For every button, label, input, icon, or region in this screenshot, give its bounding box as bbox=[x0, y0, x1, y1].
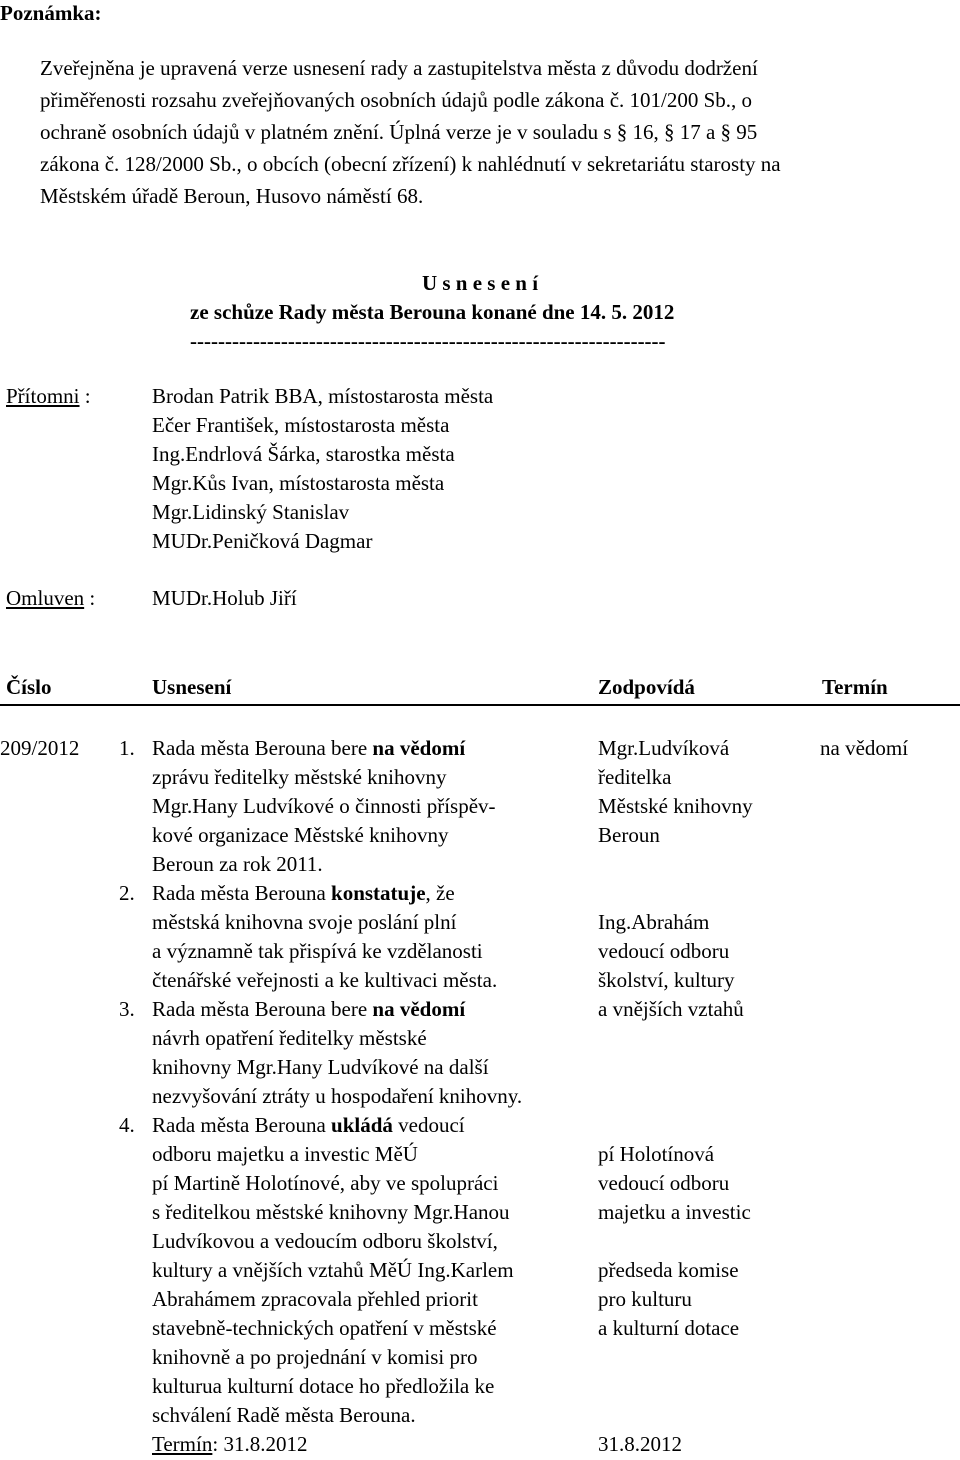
present-member: Ečer František, místostarosta města bbox=[152, 413, 450, 437]
excused-colon: : bbox=[84, 586, 96, 610]
point-line: městská knihovna svoje poslání plní bbox=[152, 910, 457, 934]
responsible-line: vedoucí odboru bbox=[598, 1171, 730, 1195]
responsible-line: předseda komise bbox=[598, 1258, 739, 1282]
text-span: Rada města Berouna bere bbox=[152, 736, 373, 760]
responsible-line: ředitelka bbox=[598, 765, 672, 789]
point-line: kultury a vnějších vztahů MěÚ Ing.Karlem bbox=[152, 1258, 514, 1282]
bold-span: na vědomí bbox=[372, 997, 466, 1021]
point-2-line-1 bbox=[152, 883, 455, 904]
point-number: 3. bbox=[119, 997, 135, 1021]
point-line: čtenářské veřejnosti a ke kultivaci města. bbox=[152, 968, 498, 992]
header-usneseni: Usnesení bbox=[152, 675, 232, 699]
point-line: odboru majetku a investic MěÚ bbox=[152, 1142, 418, 1166]
point-line: schválení Radě města Berouna. bbox=[152, 1403, 416, 1427]
responsible-line: Beroun bbox=[598, 823, 660, 847]
present-member: Mgr.Kůs Ivan, místostarosta města bbox=[152, 471, 445, 495]
point-line: knihovně a po projednání v komisi pro bbox=[152, 1345, 478, 1369]
header-rule bbox=[0, 704, 960, 706]
present-member: Ing.Endrlová Šárka, starostka města bbox=[152, 442, 455, 466]
present-colon: : bbox=[79, 384, 91, 408]
bold-span: ukládá bbox=[331, 1113, 393, 1137]
excused-label: Omluven bbox=[6, 586, 85, 610]
excused-label-row bbox=[6, 588, 95, 609]
point-line: knihovny Mgr.Hany Ludvíkové na další bbox=[152, 1055, 489, 1079]
resolution-title: U s n e s e n í bbox=[421, 271, 539, 295]
excused-member: MUDr.Holub Jiří bbox=[152, 586, 297, 610]
text-span: Rada města Berouna bbox=[152, 1113, 332, 1137]
point-line: návrh opatření ředitelky městské bbox=[152, 1026, 427, 1050]
deadline-label: Termín bbox=[152, 1432, 213, 1456]
point-line: Beroun za rok 2011. bbox=[152, 852, 323, 876]
note-heading: Poznámka: bbox=[0, 1, 102, 25]
responsible-line: pí Holotínová bbox=[598, 1142, 715, 1166]
responsible-line: pro kulturu bbox=[598, 1287, 692, 1311]
point-3-line-1 bbox=[152, 999, 465, 1020]
note-line-1: Zveřejněna je upravená verze usnesení rady a zastupitelstva města z důvodu dodržení bbox=[40, 56, 758, 80]
point-line: Mgr.Hany Ludvíkové o činnosti příspěv- bbox=[152, 794, 496, 818]
present-member: MUDr.Peničková Dagmar bbox=[152, 529, 373, 553]
present-label-row bbox=[6, 386, 91, 407]
responsible-line: Ing.Abrahám bbox=[598, 910, 710, 934]
point-number: 1. bbox=[119, 736, 135, 760]
point-1-line-1 bbox=[152, 738, 465, 759]
responsible-line: Mgr.Ludvíková bbox=[598, 736, 730, 760]
responsible-date: 31.8.2012 bbox=[598, 1432, 682, 1456]
point-line: Abrahámem zpracovala přehled priorit bbox=[152, 1287, 478, 1311]
bold-span: na vědomí bbox=[372, 736, 466, 760]
resolution-separator: -------------------------------------------------------------------- bbox=[190, 329, 666, 353]
point-number: 2. bbox=[119, 881, 135, 905]
bold-span: konstatuje bbox=[331, 881, 426, 905]
present-label: Přítomni bbox=[6, 384, 80, 408]
header-cislo: Číslo bbox=[6, 675, 52, 699]
responsible-line: Městské knihovny bbox=[598, 794, 753, 818]
point-line: Ludvíkovou a vedoucím odboru školství, bbox=[152, 1229, 498, 1253]
text-span: Rada města Berouna bbox=[152, 881, 332, 905]
responsible-line: vedoucí odboru bbox=[598, 939, 730, 963]
text-span: vedoucí bbox=[392, 1113, 465, 1137]
point-number: 4. bbox=[119, 1113, 135, 1137]
point-4-deadline bbox=[152, 1434, 307, 1455]
present-member: Brodan Patrik BBA, místostarosta města bbox=[152, 384, 494, 408]
present-member: Mgr.Lidinský Stanislav bbox=[152, 500, 350, 524]
deadline-value: : 31.8.2012 bbox=[212, 1432, 308, 1456]
note-line-3: ochraně osobních údajů v platném znění. Úplná verze je v souladu s § 16, § 17 a § 95 bbox=[40, 120, 758, 144]
responsible-line: majetku a investic bbox=[598, 1200, 751, 1224]
resolution-subtitle: ze schůze Rady města Berouna konané dne 14. 5. 2012 bbox=[190, 300, 675, 324]
point-4-line-1 bbox=[152, 1115, 465, 1136]
item-term: na vědomí bbox=[820, 736, 909, 760]
point-line: zprávu ředitelky městské knihovny bbox=[152, 765, 447, 789]
note-line-4: zákona č. 128/2000 Sb., o obcích (obecní zřízení) k nahlédnutí v sekretariátu starosty na bbox=[40, 152, 781, 176]
text-span: Rada města Berouna bere bbox=[152, 997, 373, 1021]
point-line: kulturua kulturní dotace ho předložila ke bbox=[152, 1374, 495, 1398]
point-line: a významně tak přispívá ke vzdělanosti bbox=[152, 939, 483, 963]
responsible-line: a vnějších vztahů bbox=[598, 997, 744, 1021]
point-line: pí Martině Holotínové, aby ve spolupráci bbox=[152, 1171, 499, 1195]
item-number: 209/2012 bbox=[0, 736, 80, 760]
note-line-2: přiměřenosti rozsahu zveřejňovaných osobních údajů podle zákona č. 101/200 Sb., o bbox=[40, 88, 753, 112]
point-line: nezvyšování ztráty u hospodaření knihovny. bbox=[152, 1084, 523, 1108]
point-line: stavebně-technických opatření v městské bbox=[152, 1316, 497, 1340]
note-line-5: Městském úřadě Beroun, Husovo náměstí 68. bbox=[40, 184, 424, 208]
responsible-line: a kulturní dotace bbox=[598, 1316, 740, 1340]
responsible-line: školství, kultury bbox=[598, 968, 735, 992]
point-line: s ředitelkou městské knihovny Mgr.Hanou bbox=[152, 1200, 510, 1224]
point-line: kové organizace Městské knihovny bbox=[152, 823, 449, 847]
header-termin: Termín bbox=[822, 675, 888, 699]
text-span: , že bbox=[425, 881, 455, 905]
header-zodpovida: Zodpovídá bbox=[598, 675, 695, 699]
